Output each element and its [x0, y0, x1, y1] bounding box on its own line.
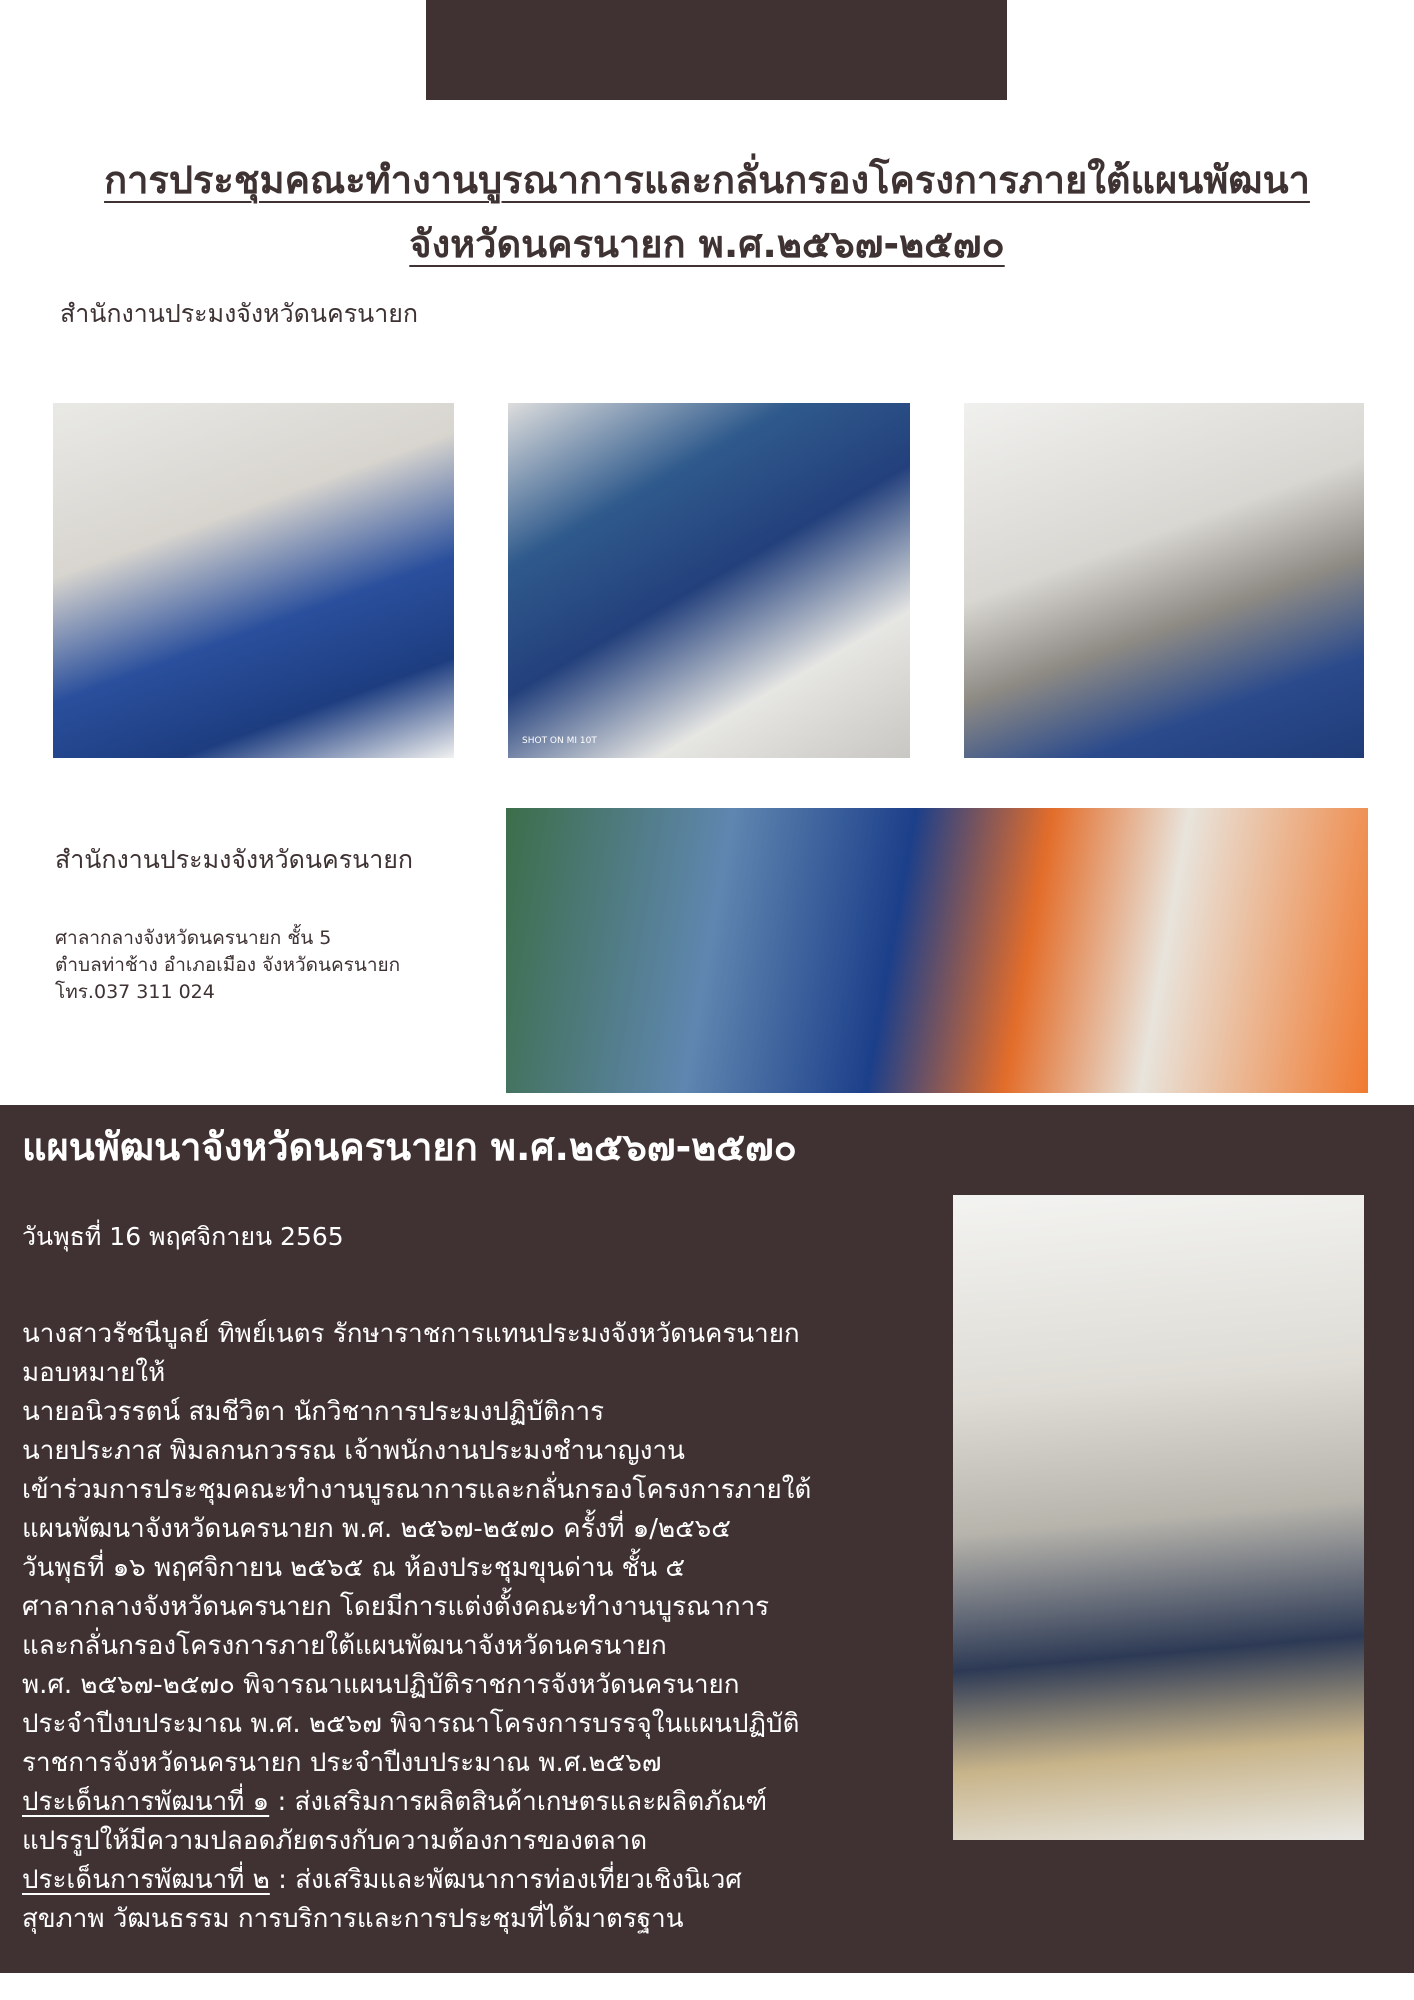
body-line: แผนพัฒนาจังหวัดนครนายก พ.ศ. ๒๕๖๗-๒๕๗๐ ครั้งที่ ๑/๒๕๖๕ — [22, 1514, 731, 1544]
address-line: ตำบลท่าช้าง อำเภอเมือง จังหวัดนครนายก — [55, 954, 401, 976]
body-line: พ.ศ. ๒๕๖๗-๒๕๗๐ พิจารณาแผนปฏิบัติราชการจังหวัดนครนายก — [22, 1670, 740, 1700]
meeting-photo-wide — [506, 808, 1368, 1093]
body-line: นายอนิวรรตน์ สมชีวิตา นักวิชาการประมงปฏิบัติการ — [22, 1397, 605, 1427]
phone-number: โทร.037 311 024 — [55, 981, 215, 1003]
body-line: ศาลากลางจังหวัดนครนายก โดยมีการแต่งตั้งคณะทำงานบูรณาการ — [22, 1592, 770, 1622]
issue-2-text: : ส่งเสริมและพัฒนาการท่องเที่ยวเชิงนิเวศ — [269, 1865, 742, 1895]
header-bar — [426, 0, 1007, 100]
issue-1 — [22, 1783, 942, 1822]
body-line: วันพุธที่ ๑๖ พฤศจิกายน ๒๕๖๕ ณ ห้องประชุมขุนด่าน ชั้น ๕ — [22, 1553, 686, 1583]
meeting-photo-2 — [508, 403, 910, 758]
meeting-photo-3 — [964, 403, 1364, 758]
body-line: ประจำปีงบประมาณ พ.ศ. ๒๕๖๗ พิจารณาโครงการบรรจุในแผนปฏิบัติ — [22, 1709, 800, 1739]
contact-organization: สำนักงานประมงจังหวัดนครนายก — [55, 845, 414, 874]
body-line: แปรรูปให้มีความปลอดภัยตรงกับความต้องการของตลาด — [22, 1826, 648, 1856]
title-line-1: การประชุมคณะทำงานบูรณาการและกลั่นกรองโครงการภายใต้แผนพัฒนา — [104, 158, 1310, 202]
body-line: เข้าร่วมการประชุมคณะทำงานบูรณาการและกลั่นกรองโครงการภายใต้ — [22, 1475, 812, 1505]
issue-2 — [22, 1861, 942, 1900]
body-line: ราชการจังหวัดนครนายก ประจำปีงบประมาณ พ.ศ.๒๕๖๗ — [22, 1748, 662, 1778]
meeting-photo-1 — [53, 403, 454, 758]
photo-caption: SHOT ON MI 10T — [522, 736, 597, 746]
body-line: นางสาวรัชนีบูลย์ ทิพย์เนตร รักษาราชการแทนประมงจังหวัดนครนายก — [22, 1319, 800, 1349]
issue-1-text: : ส่งเสริมการผลิตสินค้าเกษตรและผลิตภัณฑ์ — [269, 1787, 768, 1817]
meeting-photo-tall — [953, 1195, 1364, 1840]
contact-address — [55, 925, 400, 1006]
issue-2-label: ประเด็นการพัฒนาที่ ๒ — [22, 1865, 270, 1895]
body-line: สุขภาพ วัฒนธรรม การบริการและการประชุมที่ได้มาตรฐาน — [22, 1904, 684, 1934]
article-body — [22, 1315, 942, 1939]
organization-name: สำนักงานประมงจังหวัดนครนายก — [60, 299, 419, 328]
body-line: นายประภาส พิมลกนกวรรณ เจ้าพนักงานประมงชำนาญงาน — [22, 1436, 685, 1466]
page-title — [60, 148, 1354, 276]
issue-1-label: ประเด็นการพัฒนาที่ ๑ — [22, 1787, 270, 1817]
body-line: และกลั่นกรองโครงการภายใต้แผนพัฒนาจังหวัดนครนายก — [22, 1631, 667, 1661]
article-date: วันพุธที่ 16 พฤศจิกายน 2565 — [22, 1222, 344, 1251]
address-line: ศาลากลางจังหวัดนครนายก ชั้น 5 — [55, 927, 332, 949]
title-line-2: จังหวัดนครนายก พ.ศ.๒๕๖๗-๒๕๗๐ — [409, 222, 1005, 266]
body-line: มอบหมายให้ — [22, 1358, 166, 1388]
article-heading: แผนพัฒนาจังหวัดนครนายก พ.ศ.๒๕๖๗-๒๕๗๐ — [22, 1125, 797, 1169]
